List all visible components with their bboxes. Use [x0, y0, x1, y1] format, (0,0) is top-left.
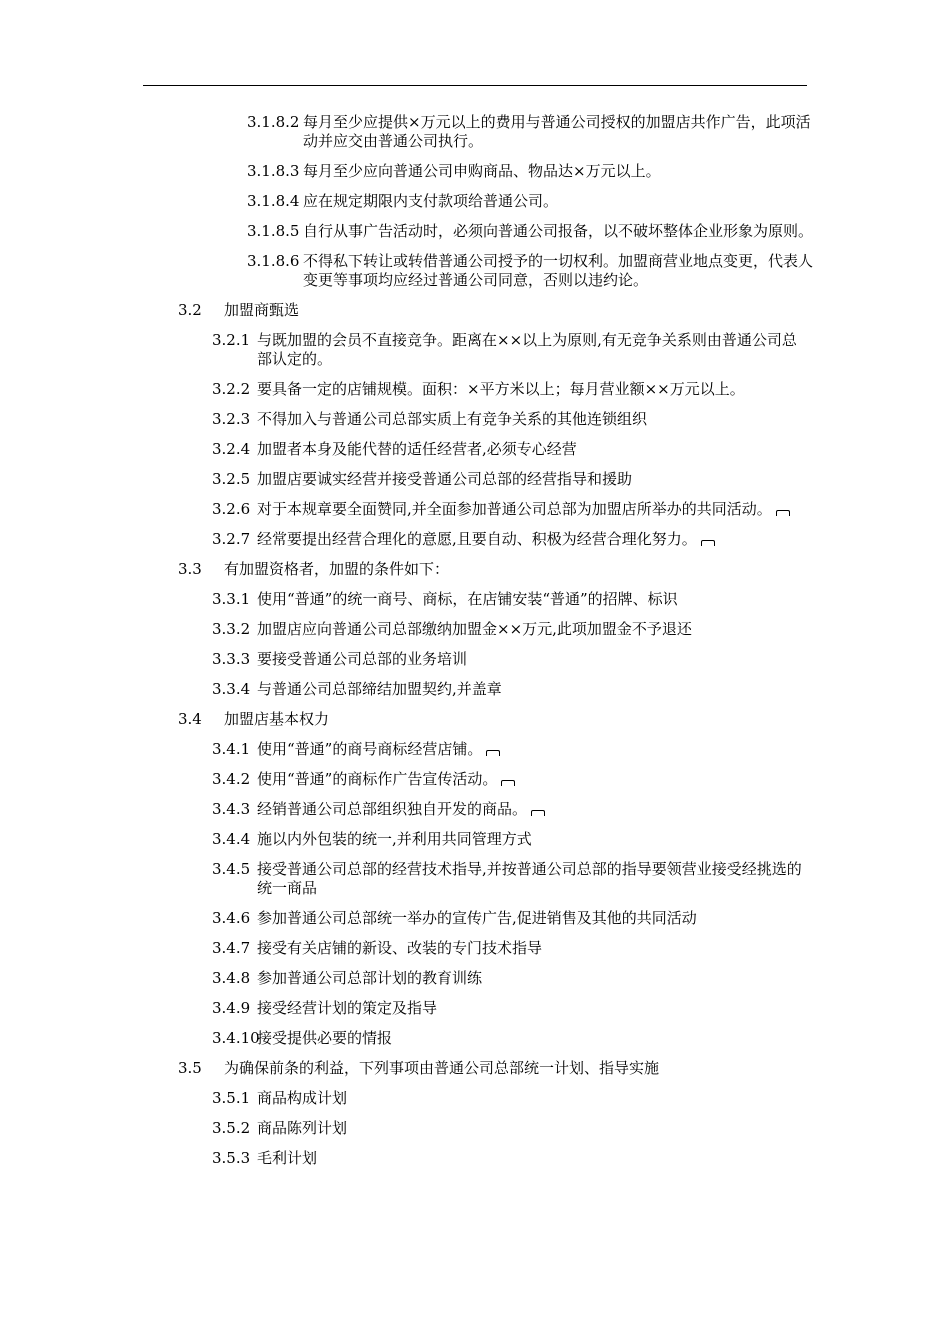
clause-number: 3.4.9: [212, 999, 251, 1017]
clause-text-content: 应在规定期限内支付款项给普通公司。: [303, 192, 559, 210]
clause-text: [257, 650, 807, 669]
document-body: [0, 113, 950, 1179]
clause-text-content: 参加普通公司总部统一举办的宣传广告,促进销售及其他的共同活动: [257, 909, 697, 927]
clause-item: [0, 1119, 950, 1138]
clause-text: [257, 860, 807, 898]
clause-text: [257, 800, 807, 819]
clause-text: [257, 620, 807, 639]
clause-item: [0, 530, 950, 549]
clause-number: 3.2.2: [212, 380, 251, 398]
clause-item: [0, 410, 950, 429]
clause-item: [0, 222, 950, 241]
clause-text: [257, 830, 807, 849]
clause-item: [0, 650, 950, 669]
header-rule: [143, 85, 807, 86]
clause-text-content: 接受有关店铺的新设、改装的专门技术指导: [257, 939, 543, 957]
clause-text: [224, 301, 804, 320]
clause-text: [257, 500, 807, 519]
clause-item: [0, 860, 950, 898]
clause-number: 3.3: [178, 560, 202, 578]
clause-text: [257, 969, 807, 988]
clause-text: [303, 222, 818, 241]
clause-text-content: 不得私下转让或转借普通公司授予的一切权利。加盟商营业地点变更，代表人变更等事项均应经过普通公司同意，否则以违约论。: [303, 252, 814, 289]
clause-item: [0, 800, 950, 819]
clause-text: [224, 710, 804, 729]
paragraph-mark-icon: [501, 780, 515, 786]
clause-item: [0, 192, 950, 211]
clause-text: [257, 939, 807, 958]
clause-text-content: 商品陈列计划: [257, 1119, 348, 1137]
clause-item: [0, 1029, 950, 1048]
clause-item: [0, 969, 950, 988]
clause-text: [303, 162, 818, 181]
clause-number: 3.1.8.5: [247, 222, 300, 240]
clause-item: [0, 1089, 950, 1108]
clause-number: 3.2: [178, 301, 202, 319]
clause-text-content: 有加盟资格者，加盟的条件如下：: [224, 560, 450, 578]
clause-number: 3.4.10: [212, 1029, 260, 1047]
clause-text: [257, 530, 807, 549]
clause-number: 3.5.3: [212, 1149, 251, 1167]
clause-item: [0, 500, 950, 519]
paragraph-mark-icon: [701, 540, 715, 546]
clause-text-content: 经销普通公司总部组织独自开发的商品。: [257, 800, 528, 818]
clause-number: 3.4.2: [212, 770, 251, 788]
clause-text: [257, 1089, 807, 1108]
clause-item: [0, 331, 950, 369]
clause-number: 3.2.7: [212, 530, 251, 548]
clause-item: [0, 830, 950, 849]
clause-text-content: 对于本规章要全面赞同,并全面参加普通公司总部为加盟店所举办的共同活动。: [257, 500, 772, 518]
clause-text: [257, 1149, 807, 1168]
section-heading: [0, 301, 950, 320]
section-heading: [0, 560, 950, 579]
clause-item: [0, 1149, 950, 1168]
clause-text-content: 加盟店基本权力: [224, 710, 330, 728]
clause-text-content: 加盟店要诚实经营并接受普通公司总部的经营指导和援助: [257, 470, 633, 488]
clause-text-content: 自行从事广告活动时，必须向普通公司报备，以不破坏整体企业形象为原则。: [303, 222, 814, 240]
clause-number: 3.4.7: [212, 939, 251, 957]
clause-number: 3.3.2: [212, 620, 251, 638]
paragraph-mark-icon: [531, 810, 545, 816]
paragraph-mark-icon: [486, 750, 500, 756]
section-heading: [0, 710, 950, 729]
clause-text: [224, 560, 804, 579]
clause-number: 3.4.8: [212, 969, 251, 987]
section-heading: [0, 1059, 950, 1078]
clause-item: [0, 740, 950, 759]
clause-text: [257, 740, 807, 759]
clause-text-content: 加盟店应向普通公司总部缴纳加盟金××万元,此项加盟金不予退还: [257, 620, 692, 638]
clause-text-content: 要具备一定的店铺规模。面积：×平方米以上；每月营业额××万元以上。: [257, 380, 745, 398]
clause-text-content: 参加普通公司总部计划的教育训练: [257, 969, 483, 987]
clause-number: 3.5: [178, 1059, 202, 1077]
clause-number: 3.2.5: [212, 470, 251, 488]
paragraph-mark-icon: [776, 510, 790, 516]
clause-number: 3.1.8.3: [247, 162, 300, 180]
clause-text-content: 与既加盟的会员不直接竞争。距离在××以上为原则,有无竞争关系则由普通公司总部认定的。: [257, 331, 797, 368]
clause-text-content: 使用“普通”的商号商标经营店铺。: [257, 740, 483, 758]
clause-item: [0, 909, 950, 928]
clause-number: 3.1.8.4: [247, 192, 300, 210]
clause-text-content: 加盟者本身及能代替的适任经营者,必须专心经营: [257, 440, 577, 458]
clause-item: [0, 470, 950, 489]
clause-text: [257, 590, 807, 609]
clause-item: [0, 380, 950, 399]
clause-number: 3.4.6: [212, 909, 251, 927]
clause-text: [257, 410, 807, 429]
clause-number: 3.1.8.6: [247, 252, 300, 270]
clause-text: [303, 192, 818, 211]
clause-number: 3.4.5: [212, 860, 251, 878]
clause-text-content: 为确保前条的利益，下列事项由普通公司总部统一计划、指导实施: [224, 1059, 660, 1077]
clause-text-content: 毛利计划: [257, 1149, 318, 1167]
clause-item: [0, 162, 950, 181]
clause-text-content: 加盟商甄选: [224, 301, 300, 319]
clause-text-content: 与普通公司总部缔结加盟契约,并盖章: [257, 680, 502, 698]
clause-text: [303, 252, 818, 290]
clause-text: [257, 331, 807, 369]
clause-number: 3.3.1: [212, 590, 251, 608]
clause-text-content: 不得加入与普通公司总部实质上有竞争关系的其他连锁组织: [257, 410, 648, 428]
clause-number: 3.4.1: [212, 740, 251, 758]
clause-item: [0, 252, 950, 290]
clause-item: [0, 113, 950, 151]
clause-text-content: 接受提供必要的情报: [257, 1029, 393, 1047]
clause-number: 3.2.3: [212, 410, 251, 428]
clause-number: 3.4.3: [212, 800, 251, 818]
clause-item: [0, 939, 950, 958]
clause-text-content: 接受普通公司总部的经营技术指导,并按普通公司总部的指导要领营业接受经挑选的统一商品: [257, 860, 802, 897]
clause-text-content: 经常要提出经营合理化的意愿,且要自动、积极为经营合理化努力。: [257, 530, 697, 548]
clause-item: [0, 999, 950, 1018]
clause-text: [257, 909, 807, 928]
clause-number: 3.5.2: [212, 1119, 251, 1137]
clause-text: [257, 770, 807, 789]
clause-text-content: 施以内外包装的统一,并利用共同管理方式: [257, 830, 532, 848]
clause-text-content: 接受经营计划的策定及指导: [257, 999, 438, 1017]
clause-text: [257, 1119, 807, 1138]
clause-item: [0, 680, 950, 699]
clause-text: [257, 680, 807, 699]
clause-item: [0, 620, 950, 639]
clause-text-content: 使用“普通”的统一商号、商标，在店铺安装“普通”的招牌、标识: [257, 590, 678, 608]
clause-text-content: 要接受普通公司总部的业务培训: [257, 650, 468, 668]
clause-number: 3.3.4: [212, 680, 251, 698]
clause-item: [0, 440, 950, 459]
clause-number: 3.2.4: [212, 440, 251, 458]
clause-text: [257, 999, 807, 1018]
clause-text-content: 每月至少应向普通公司申购商品、物品达×万元以上。: [303, 162, 661, 180]
clause-text: [257, 380, 807, 399]
clause-number: 3.1.8.2: [247, 113, 300, 131]
clause-item: [0, 770, 950, 789]
clause-item: [0, 590, 950, 609]
clause-number: 3.2.6: [212, 500, 251, 518]
clause-text-content: 商品构成计划: [257, 1089, 348, 1107]
clause-number: 3.5.1: [212, 1089, 251, 1107]
clause-text: [257, 470, 807, 489]
clause-text-content: 使用“普通”的商标作广告宣传活动。: [257, 770, 498, 788]
clause-text-content: 每月至少应提供×万元以上的费用与普通公司授权的加盟店共作广告，此项活动并应交由普通公司执行。: [303, 113, 811, 150]
clause-number: 3.4: [178, 710, 202, 728]
clause-number: 3.4.4: [212, 830, 251, 848]
clause-text: [257, 1029, 807, 1048]
clause-text: [303, 113, 818, 151]
clause-text: [257, 440, 807, 459]
clause-text: [224, 1059, 804, 1078]
clause-number: 3.2.1: [212, 331, 251, 349]
clause-number: 3.3.3: [212, 650, 251, 668]
